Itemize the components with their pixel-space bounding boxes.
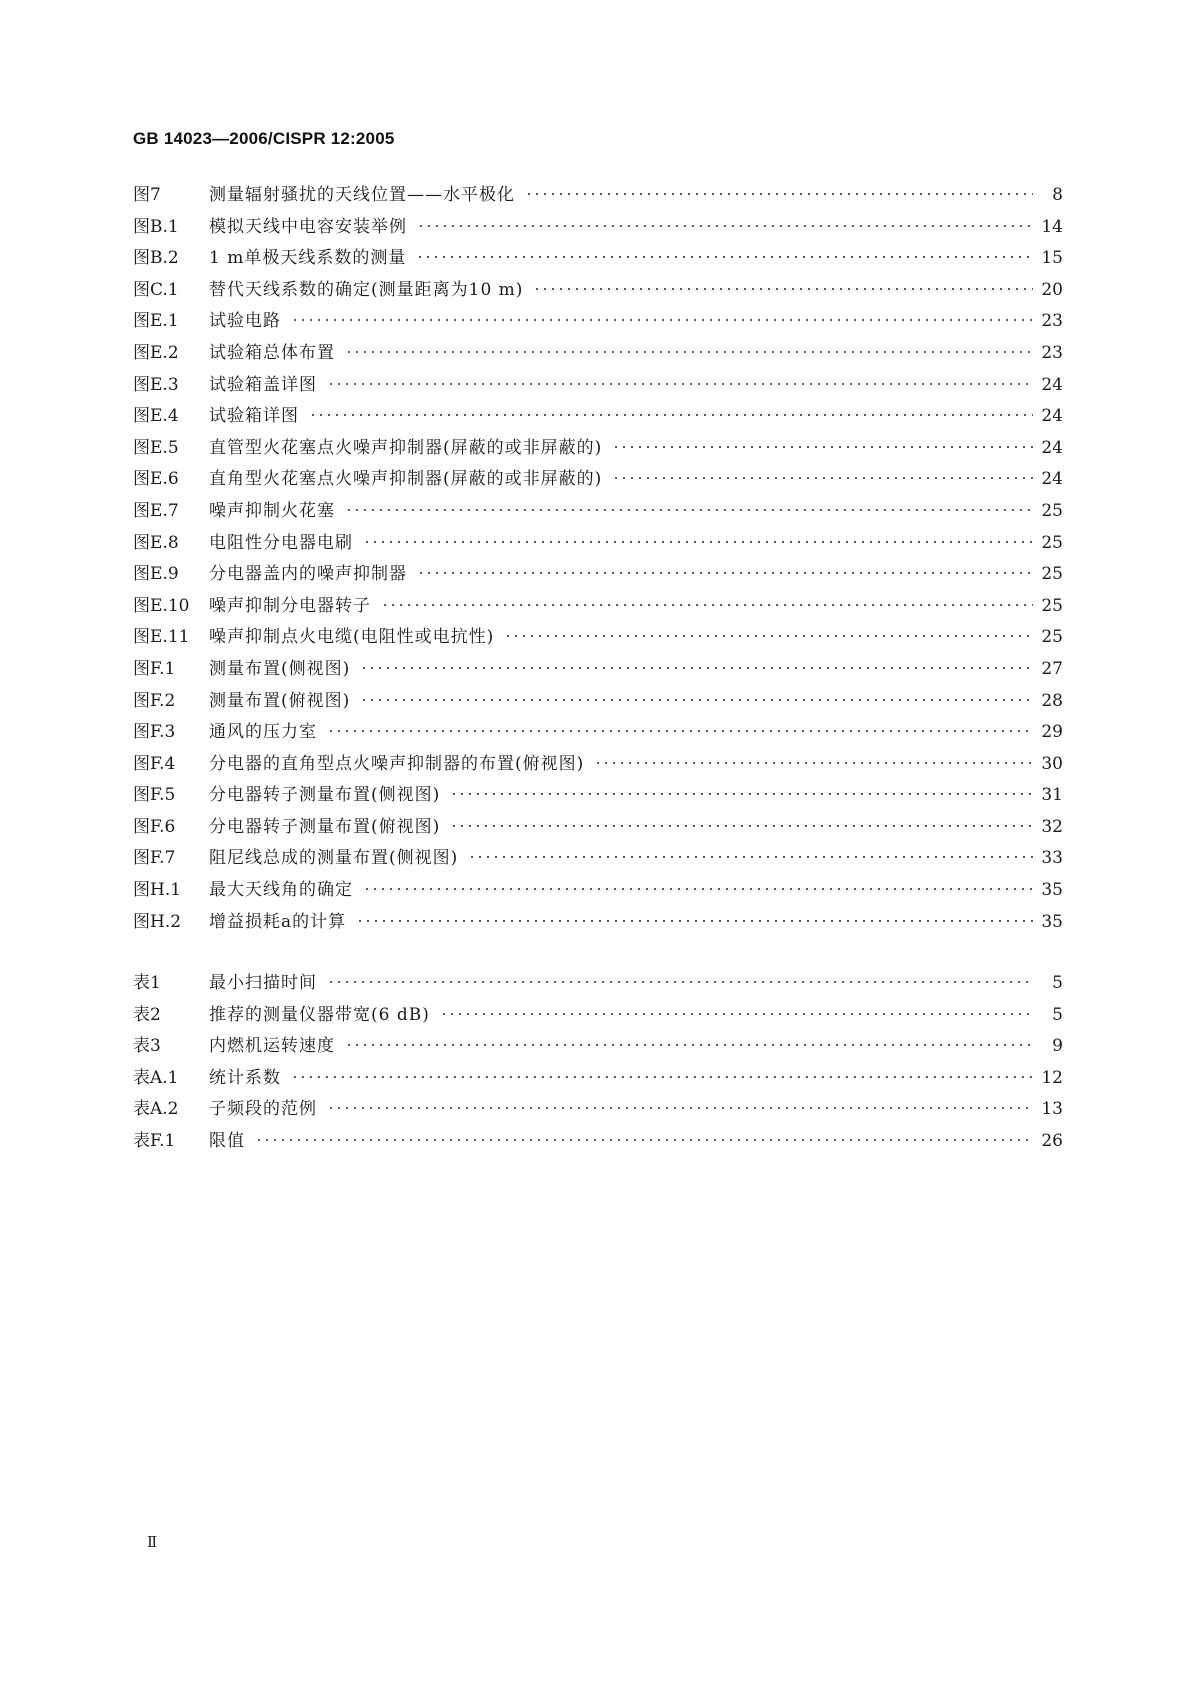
- entry-page-number: 27: [1041, 658, 1063, 679]
- dot-leader: [450, 824, 1033, 828]
- entry-page-number: 23: [1041, 311, 1063, 332]
- entry-number: 图F.5: [133, 785, 176, 806]
- figure-entry[interactable]: [133, 591, 1063, 623]
- table-entry[interactable]: [133, 1031, 1063, 1063]
- entry-number: 图F.2: [133, 690, 176, 711]
- entry-page-number: 25: [1041, 595, 1063, 616]
- entry-title: 增益损耗a的计算: [209, 911, 347, 932]
- entry-title: 最小扫描时间: [209, 973, 317, 993]
- dot-leader: [255, 1138, 1033, 1142]
- figure-entry[interactable]: [133, 654, 1063, 686]
- entry-page-number: 9: [1052, 1036, 1063, 1057]
- entry-title: 试验电路: [209, 311, 281, 332]
- table-entry[interactable]: [133, 1094, 1063, 1126]
- entry-title: 阻尼线总成的测量布置(侧视图): [209, 848, 459, 869]
- entry-title: 分电器转子测量布置(侧视图): [209, 785, 441, 806]
- table-list: [133, 968, 1063, 1158]
- figure-entry[interactable]: [133, 780, 1063, 812]
- table-entry[interactable]: [133, 1126, 1063, 1158]
- dot-leader: [327, 382, 1033, 386]
- dot-leader: [291, 1075, 1033, 1079]
- dot-leader: [612, 445, 1033, 449]
- entry-title: 试验箱盖详图: [209, 374, 317, 395]
- entry-number: 图H.1: [133, 880, 182, 901]
- dot-leader: [345, 350, 1033, 354]
- entry-number: 表F.1: [133, 1130, 176, 1151]
- entry-page-number: 35: [1041, 880, 1063, 901]
- dot-leader: [363, 887, 1033, 891]
- entry-page-number: 32: [1041, 816, 1063, 837]
- table-entry[interactable]: [133, 968, 1063, 1000]
- dot-leader: [345, 508, 1033, 512]
- entry-page-number: 8: [1052, 185, 1063, 205]
- dot-leader: [417, 571, 1033, 575]
- figure-entry[interactable]: [133, 180, 1063, 212]
- entry-page-number: 15: [1041, 248, 1063, 269]
- entry-title: 直角型火花塞点火噪声抑制器(屏蔽的或非屏蔽的): [209, 469, 603, 490]
- dot-leader: [504, 634, 1033, 638]
- entry-title: 测量布置(侧视图): [209, 658, 351, 679]
- entry-number: 图C.1: [133, 279, 179, 300]
- dot-leader: [612, 476, 1033, 480]
- figure-entry[interactable]: [133, 370, 1063, 402]
- entry-number: 图E.5: [133, 437, 179, 458]
- entry-title: 子频段的范例: [209, 1099, 317, 1120]
- entry-number: 图E.6: [133, 469, 179, 490]
- entry-page-number: 25: [1041, 500, 1063, 521]
- dot-leader: [327, 729, 1033, 733]
- entry-number: 图B.2: [133, 248, 179, 269]
- entry-title: 电阻性分电器电刷: [209, 532, 353, 553]
- entry-number: 图E.9: [133, 564, 179, 585]
- entry-number: 图E.3: [133, 374, 179, 395]
- entry-page-number: 28: [1041, 690, 1063, 711]
- dot-leader: [360, 698, 1033, 702]
- entry-number: 图F.3: [133, 722, 176, 743]
- entry-page-number: 26: [1041, 1130, 1063, 1151]
- dot-leader: [440, 1012, 1033, 1016]
- page-number: Ⅱ: [147, 1533, 158, 1551]
- entry-title: 测量辐射骚扰的天线位置——水平极化: [209, 185, 515, 205]
- entry-page-number: 25: [1041, 532, 1063, 553]
- figure-entry[interactable]: [133, 686, 1063, 718]
- entry-page-number: 33: [1041, 848, 1063, 869]
- figure-entry[interactable]: [133, 907, 1063, 939]
- dot-leader: [594, 761, 1033, 765]
- entry-number: 图H.2: [133, 911, 182, 932]
- dot-leader: [363, 540, 1033, 544]
- entry-title: 分电器转子测量布置(俯视图): [209, 816, 441, 837]
- entry-number: 图E.2: [133, 342, 179, 363]
- entry-title: 试验箱总体布置: [209, 342, 335, 363]
- entry-title: 噪声抑制火花塞: [209, 500, 335, 521]
- entry-page-number: 5: [1052, 973, 1063, 993]
- entry-page-number: 24: [1041, 406, 1063, 427]
- entry-page-number: 24: [1041, 469, 1063, 490]
- entry-number: 表2: [133, 1004, 161, 1025]
- dot-leader: [327, 980, 1033, 984]
- entry-title: 分电器的直角型点火噪声抑制器的布置(俯视图): [209, 753, 585, 774]
- figure-entry[interactable]: [133, 749, 1063, 781]
- entry-title: 噪声抑制分电器转子: [209, 595, 371, 616]
- entry-title: 1 m单极天线系数的测量: [209, 248, 407, 269]
- entry-number: 图E.1: [133, 311, 179, 332]
- figure-entry[interactable]: [133, 212, 1063, 244]
- dot-leader: [345, 1043, 1033, 1047]
- entry-page-number: 35: [1041, 911, 1063, 932]
- dot-leader: [309, 413, 1033, 417]
- figure-entry[interactable]: [133, 622, 1063, 654]
- dot-leader: [327, 1106, 1033, 1110]
- dot-leader: [525, 192, 1033, 196]
- entry-number: 图E.4: [133, 406, 179, 427]
- dot-leader: [356, 919, 1033, 923]
- entry-title: 直管型火花塞点火噪声抑制器(屏蔽的或非屏蔽的): [209, 437, 603, 458]
- entry-number: 表A.2: [133, 1099, 179, 1120]
- entry-number: 图E.8: [133, 532, 179, 553]
- figure-entry[interactable]: [133, 433, 1063, 465]
- entry-page-number: 14: [1041, 216, 1063, 237]
- entry-title: 推荐的测量仪器带宽(6 dB): [209, 1004, 430, 1025]
- figure-entry[interactable]: [133, 528, 1063, 560]
- entry-title: 试验箱详图: [209, 406, 299, 427]
- entry-number: 图E.10: [133, 595, 190, 616]
- entry-title: 分电器盖内的噪声抑制器: [209, 564, 407, 585]
- entry-page-number: 5: [1052, 1004, 1063, 1025]
- entry-number: 图E.7: [133, 500, 179, 521]
- entry-page-number: 24: [1041, 374, 1063, 395]
- dot-leader: [533, 287, 1033, 291]
- dot-leader: [450, 792, 1033, 796]
- entry-page-number: 29: [1041, 722, 1063, 743]
- entry-number: 表A.1: [133, 1067, 179, 1088]
- figure-entry[interactable]: [133, 338, 1063, 370]
- entry-number: 图F.1: [133, 658, 176, 679]
- dot-leader: [381, 603, 1033, 607]
- document-header: GB 14023—2006/CISPR 12:2005: [133, 129, 395, 148]
- dot-leader: [417, 224, 1033, 228]
- figure-list: [133, 180, 1063, 938]
- figure-entry[interactable]: [133, 243, 1063, 275]
- entry-number: 图7: [133, 185, 161, 205]
- entry-title: 模拟天线中电容安装举例: [209, 216, 407, 237]
- figure-entry[interactable]: [133, 496, 1063, 528]
- figure-entry[interactable]: [133, 875, 1063, 907]
- entry-number: 图F.6: [133, 816, 176, 837]
- figure-entry[interactable]: [133, 464, 1063, 496]
- entry-page-number: 20: [1041, 279, 1063, 300]
- figure-entry[interactable]: [133, 306, 1063, 338]
- entry-title: 通风的压力室: [209, 722, 317, 743]
- figure-entry[interactable]: [133, 717, 1063, 749]
- entry-title: 限值: [209, 1130, 245, 1151]
- figure-entry[interactable]: [133, 275, 1063, 307]
- dot-leader: [468, 855, 1033, 859]
- entry-title: 统计系数: [209, 1067, 281, 1088]
- table-entry[interactable]: [133, 1000, 1063, 1032]
- entry-title: 噪声抑制点火电缆(电阻性或电抗性): [209, 627, 495, 648]
- entry-page-number: 25: [1041, 564, 1063, 585]
- entry-number: 图E.11: [133, 627, 190, 648]
- entry-page-number: 12: [1041, 1067, 1063, 1088]
- dot-leader: [416, 255, 1033, 259]
- entry-number: 图B.1: [133, 216, 179, 237]
- entry-page-number: 13: [1041, 1099, 1063, 1120]
- entry-title: 内燃机运转速度: [209, 1036, 335, 1057]
- entry-title: 测量布置(俯视图): [209, 690, 351, 711]
- figure-entry[interactable]: [133, 559, 1063, 591]
- entry-number: 表3: [133, 1036, 161, 1057]
- dot-leader: [360, 666, 1033, 670]
- dot-leader: [291, 318, 1033, 322]
- entry-number: 图F.4: [133, 753, 176, 774]
- table-entry[interactable]: [133, 1063, 1063, 1095]
- figure-entry[interactable]: [133, 812, 1063, 844]
- figure-entry[interactable]: [133, 843, 1063, 875]
- entry-page-number: 24: [1041, 437, 1063, 458]
- entry-page-number: 23: [1041, 342, 1063, 363]
- entry-title: 最大天线角的确定: [209, 880, 353, 901]
- figure-entry[interactable]: [133, 401, 1063, 433]
- entry-title: 替代天线系数的确定(测量距离为10 m): [209, 279, 524, 300]
- entry-page-number: 25: [1041, 627, 1063, 648]
- entry-number: 表1: [133, 973, 161, 993]
- entry-page-number: 31: [1041, 785, 1063, 806]
- entry-number: 图F.7: [133, 848, 176, 869]
- entry-page-number: 30: [1041, 753, 1063, 774]
